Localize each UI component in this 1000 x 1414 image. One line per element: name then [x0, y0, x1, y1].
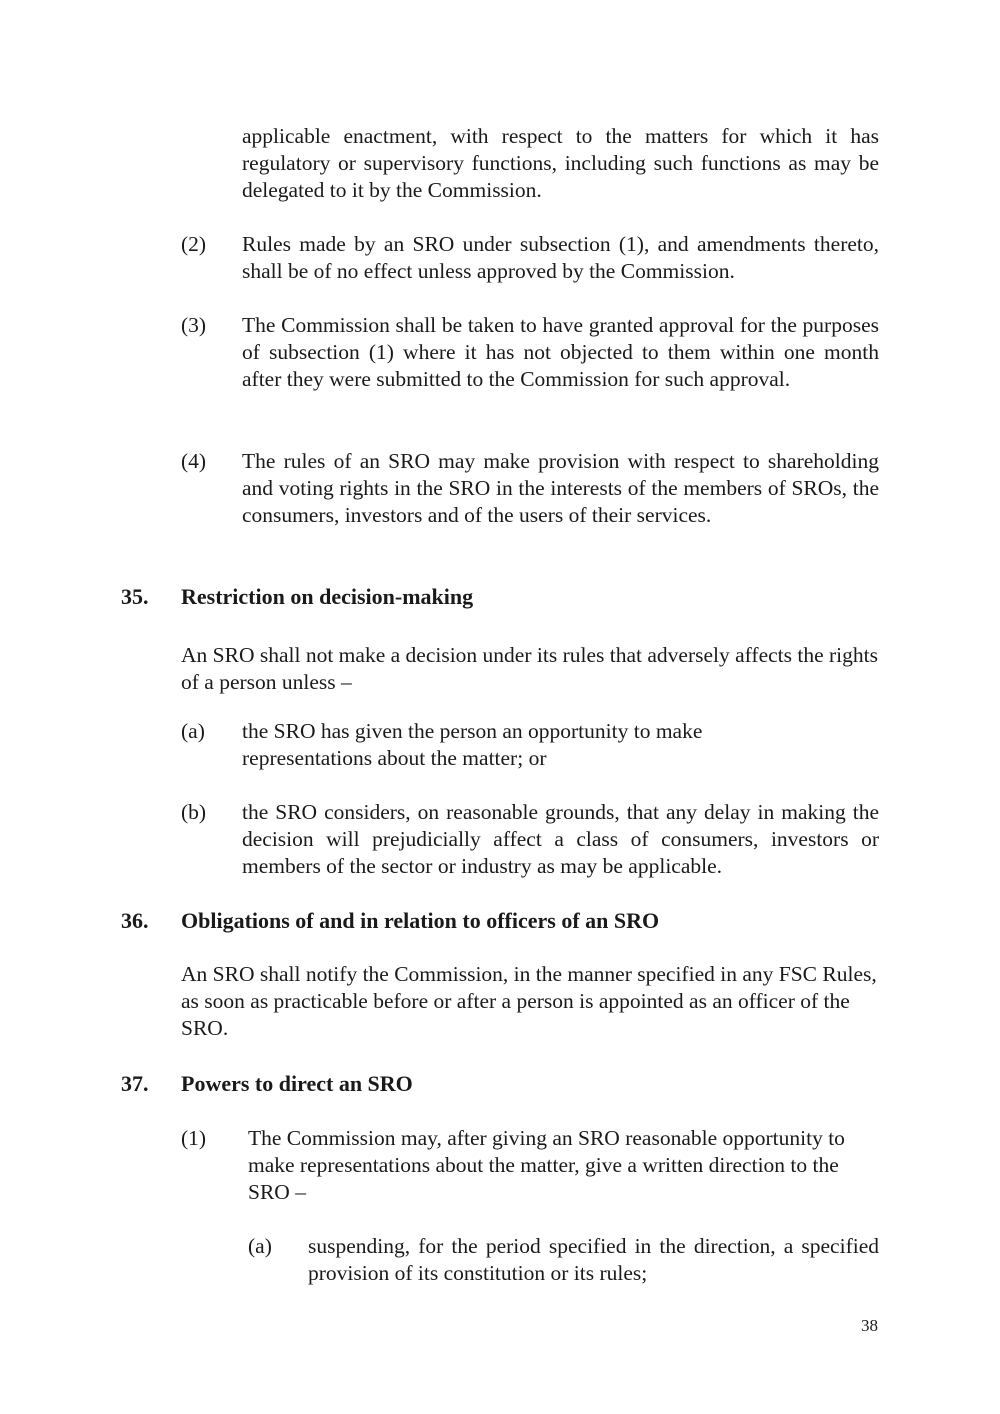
section-intro: An SRO shall not make a decision under its rules that adversely affects the rights of a person unless –: [181, 643, 878, 694]
section-title: Restriction on decision-making: [181, 584, 474, 609]
paragraph-text: the SRO considers, on reasonable grounds, that any delay in making the decision will prejudicially affect a class of consumers, investors or members of the sector or industry as may be applicable.: [242, 800, 879, 878]
subsection-text: The rules of an SRO may make provision with respect to shareholding and voting rights in the SRO in the interests of the members of SROs, the consumers, investors and of the users of their services.: [242, 449, 879, 527]
continuation-paragraph: applicable enactment, with respect to the matters for which it has regulatory or supervisory functions, including such functions as may be delegated to it by the Commission.: [242, 124, 879, 202]
paragraph-text: the SRO has given the person an opportunity to make representations about the matter; or: [242, 719, 703, 770]
section-number: 36.: [121, 908, 149, 933]
subsection-text: Rules made by an SRO under subsection (1), and amendments thereto, shall be of no effect unless approved by the Commission.: [242, 232, 879, 283]
subsection-number: (3): [181, 313, 207, 337]
page-number: 38: [861, 1316, 878, 1335]
subsection-number: (2): [181, 232, 207, 256]
subsection-text: The Commission may, after giving an SRO reasonable opportunity to make representations about the matter, give a written direction to the SRO –: [248, 1126, 845, 1204]
subsection-number: (4): [181, 449, 207, 473]
section-title: Obligations of and in relation to officers of an SRO: [181, 908, 660, 933]
paragraph-letter: (a): [181, 719, 205, 743]
paragraph-letter: (a): [248, 1234, 272, 1258]
paragraph-text: suspending, for the period specified in the direction, a specified provision of its constitution or its rules;: [308, 1234, 879, 1285]
section-title: Powers to direct an SRO: [181, 1071, 413, 1096]
paragraph-letter: (b): [181, 800, 207, 824]
section-body: An SRO shall notify the Commission, in the manner specified in any FSC Rules, as soon as practicable before or after a person is appointed as an officer of the SRO.: [181, 962, 877, 1040]
section-number: 37.: [121, 1071, 149, 1096]
subsection-number: (1): [181, 1126, 207, 1150]
section-number: 35.: [121, 584, 149, 609]
subsection-text: The Commission shall be taken to have granted approval for the purposes of subsection (1) where it has not objected to them within one month after they were submitted to the Commission for such approval.: [242, 313, 879, 391]
